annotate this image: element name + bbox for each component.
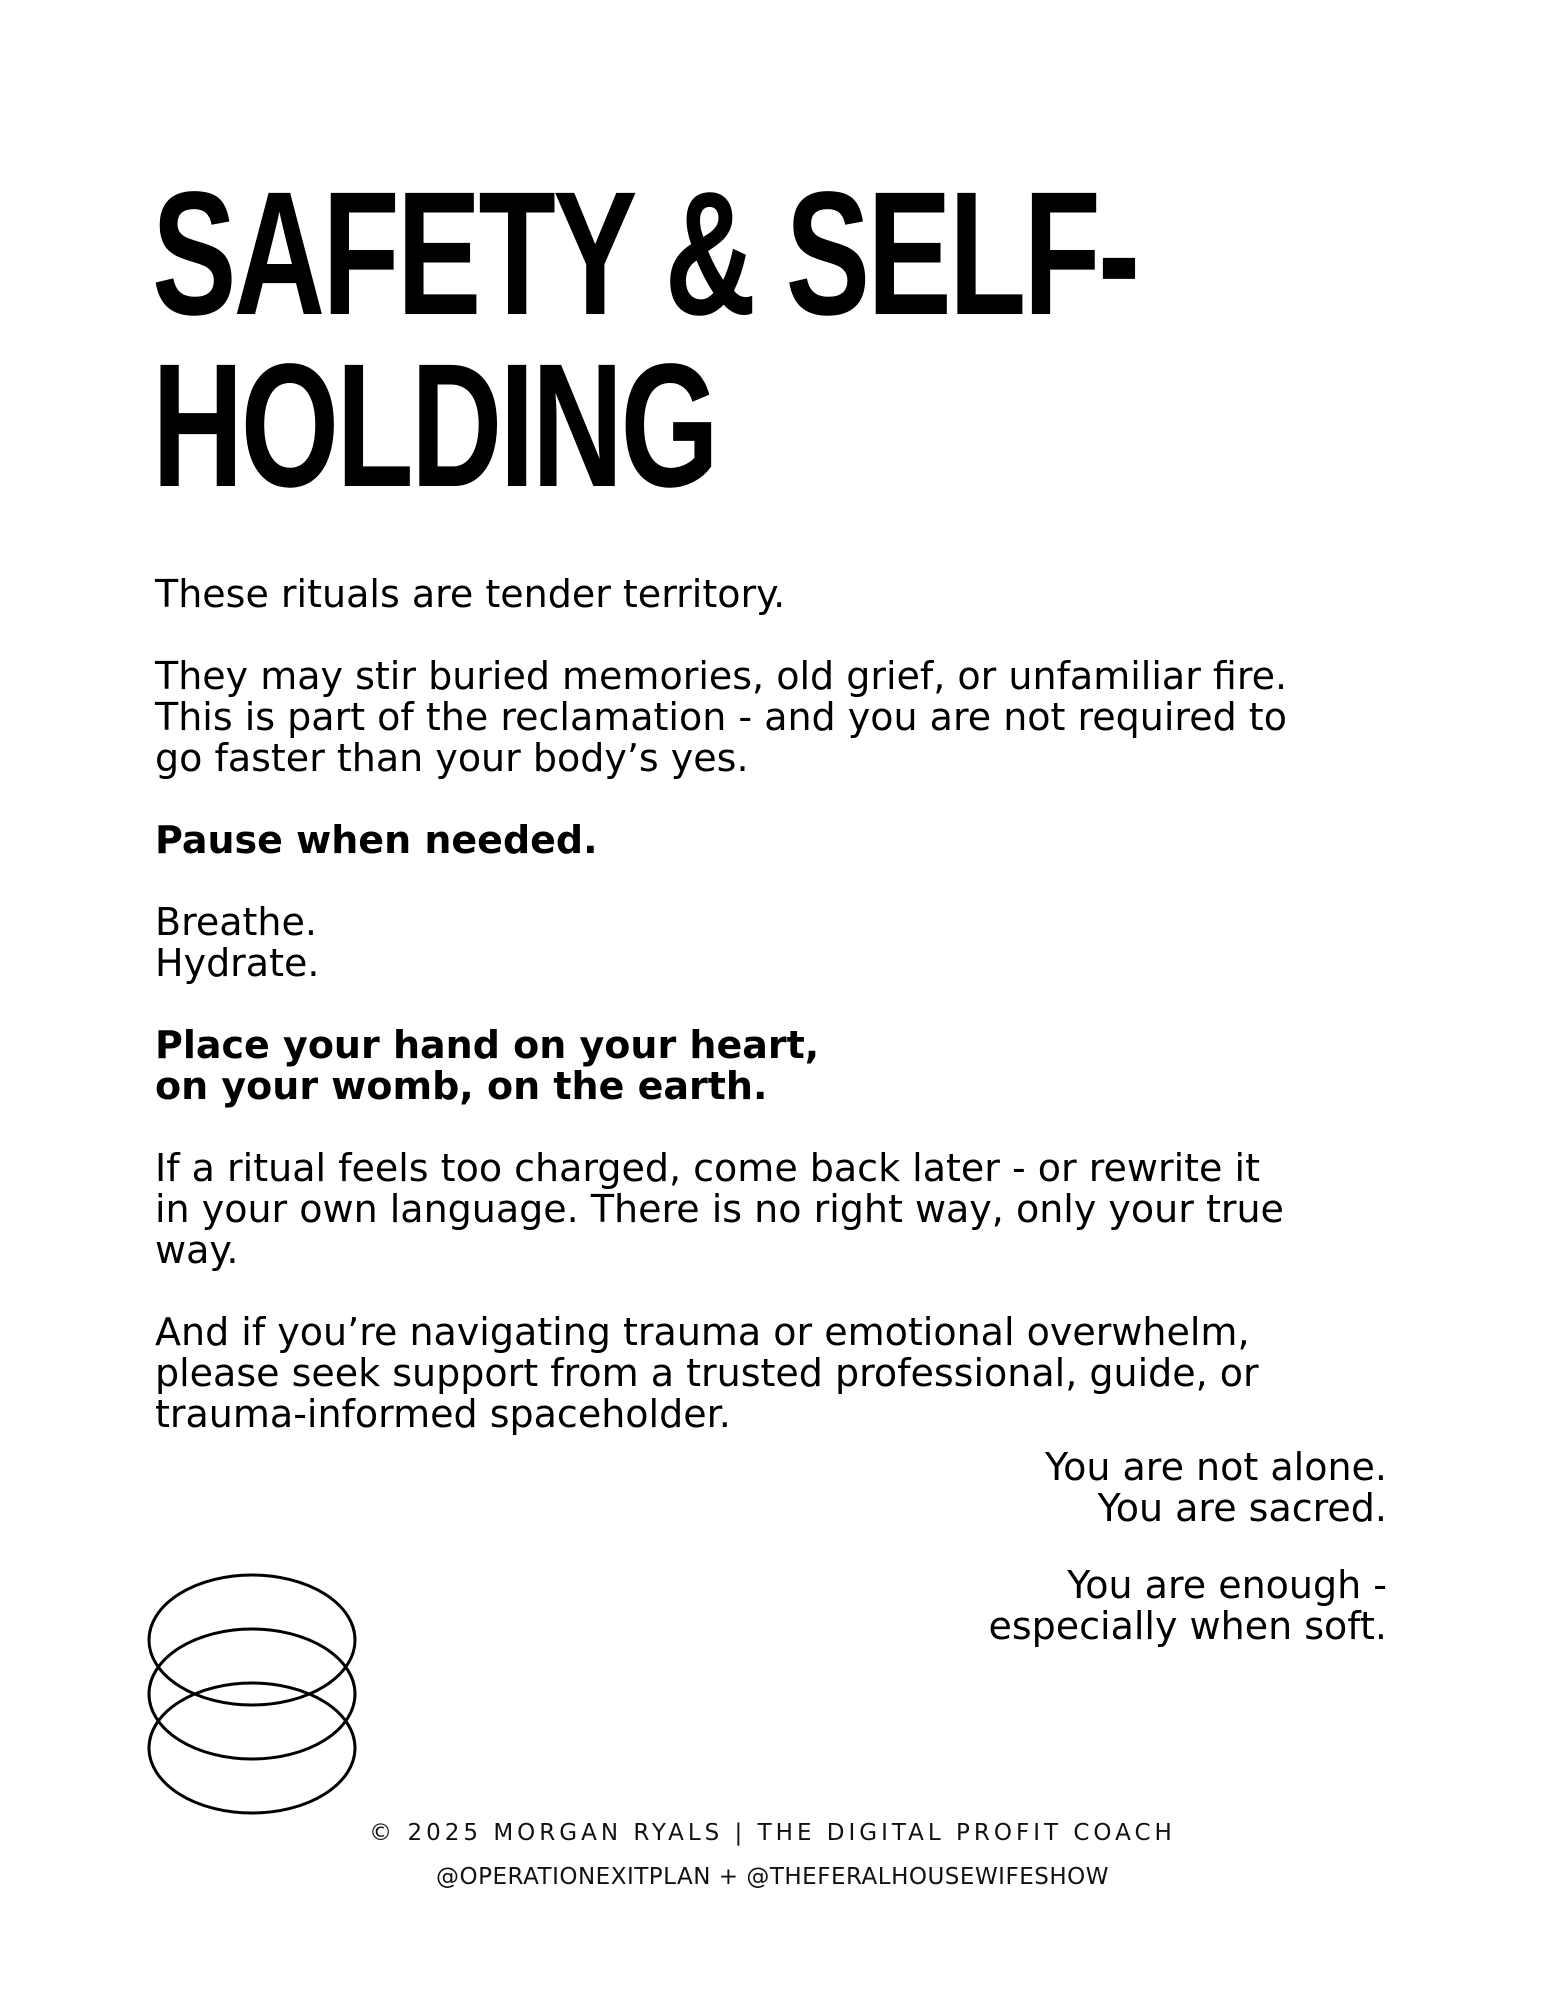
footer-copyright: © 2025 MORGAN RYALS | THE DIGITAL PROFIT COACH <box>369 1820 1176 1846</box>
stir-line-2: This is part of the reclamation - and you are not required to <box>155 695 1287 739</box>
ritual-paragraph <box>155 1148 1405 1271</box>
affirmation-enough: You are enough - <box>1067 1563 1387 1607</box>
ritual-line-1: If a ritual feels too charged, come back later - or rewrite it <box>155 1146 1260 1190</box>
footer-handles: @OPERATIONEXITPLAN + @THEFERALHOUSEWIFESHOW <box>436 1864 1109 1890</box>
support-line-2: please seek support from a trusted professional, guide, or <box>155 1351 1259 1395</box>
stir-line-1: They may stir buried memories, old grief, or unfamiliar fire. <box>155 654 1288 698</box>
three-rings-icon <box>145 1570 360 1825</box>
ring-bottom <box>149 1683 355 1813</box>
hand-paragraph <box>155 1025 1405 1107</box>
ring-middle <box>149 1629 355 1759</box>
affirmation-group-1 <box>687 1447 1387 1529</box>
hand-line-2: on your womb, on the earth. <box>155 1064 768 1108</box>
pause-paragraph <box>155 820 1405 861</box>
support-paragraph <box>155 1312 1405 1435</box>
ritual-line-3: way. <box>155 1228 239 1272</box>
affirmation-sacred: You are sacred. <box>1097 1486 1387 1530</box>
stir-paragraph <box>155 656 1405 779</box>
affirmation-not-alone: You are not alone. <box>1044 1445 1387 1489</box>
closing-affirmations <box>687 1447 1387 1683</box>
intro-line: These rituals are tender territory. <box>155 572 786 616</box>
stir-line-3: go faster than your body’s yes. <box>155 736 749 780</box>
pause-line: Pause when needed. <box>155 818 598 862</box>
title-line-2: HOLDING <box>152 328 717 524</box>
breathe-line-1: Breathe. <box>155 900 317 944</box>
hand-line-1: Place your hand on your heart, <box>155 1023 820 1067</box>
support-line-3: trauma-informed spaceholder. <box>155 1392 731 1436</box>
ritual-line-2: in your own language. There is no right way, only your true <box>155 1187 1284 1231</box>
body-text <box>155 574 1405 1476</box>
breathe-line-2: Hydrate. <box>155 941 320 985</box>
page-title <box>152 156 1138 524</box>
ring-top <box>149 1575 355 1705</box>
breathe-paragraph <box>155 902 1405 984</box>
title-line-1: SAFETY & SELF- <box>152 156 1138 352</box>
affirmation-group-2 <box>687 1565 1387 1647</box>
support-line-1: And if you’re navigating trauma or emotional overwhelm, <box>155 1310 1250 1354</box>
affirmation-soft: especially when soft. <box>988 1604 1387 1648</box>
intro-paragraph <box>155 574 1405 615</box>
